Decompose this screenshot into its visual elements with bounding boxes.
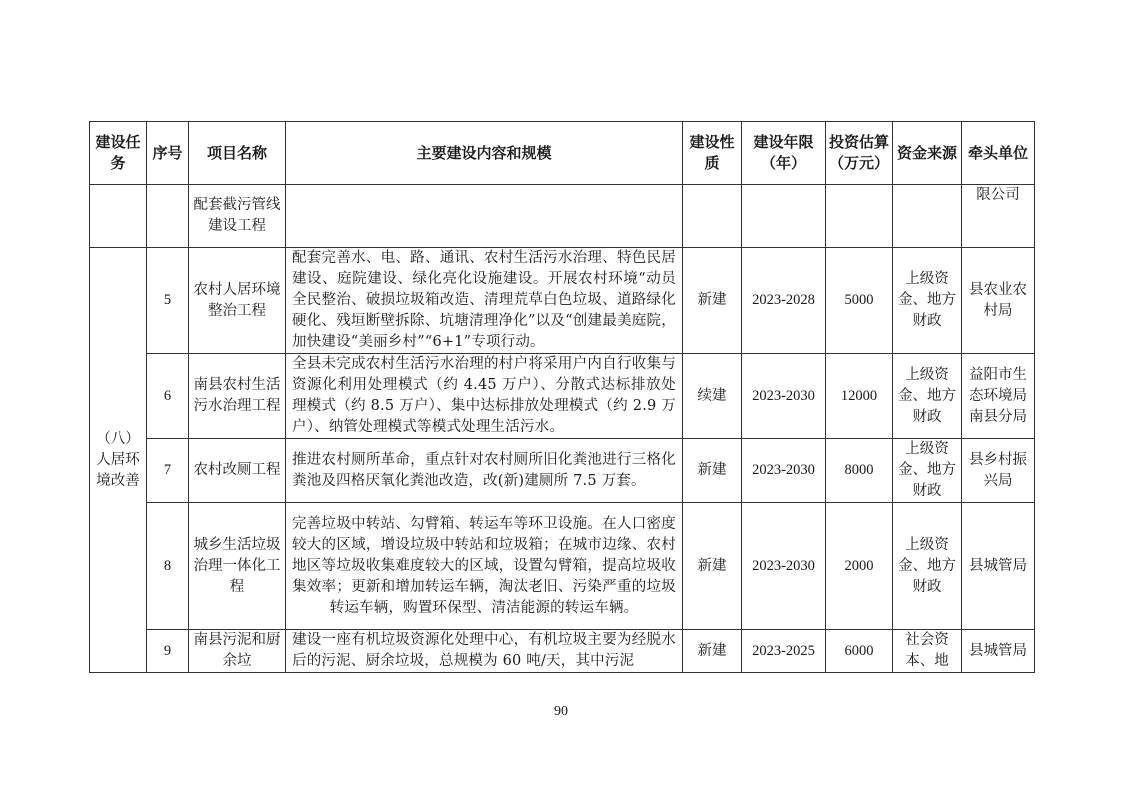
row-funding: 社会资本、地 — [893, 630, 962, 673]
continuation-task-cell — [90, 185, 147, 248]
row-years: 2023-2030 — [742, 439, 826, 503]
continuation-seq-cell — [147, 185, 189, 248]
row-seq: 7 — [147, 439, 189, 503]
row-investment: 2000 — [826, 503, 893, 630]
row-years: 2023-2030 — [742, 354, 826, 439]
row-investment: 12000 — [826, 354, 893, 439]
row-name: 南县农村生活污水治理工程 — [189, 354, 286, 439]
section-task: （八）人居环境改善 — [90, 248, 147, 673]
row-content: 完善垃圾中转站、勾臂箱、转运车等环卫设施。在人口密度较大的区域，增设垃圾中转站和垃圾箱；在城市边缘、农村地区等垃圾收集难度较大的区域，设置勾臂箱，提高垃圾收集效率；更新和增加转运车辆，淘汰老旧、污染严重的垃圾转运车辆，购置环保型、清洁能源的转运车辆。 — [286, 503, 683, 630]
table-row — [90, 503, 1035, 630]
row-lead: 县乡村振兴局 — [962, 439, 1035, 503]
header-lead: 牵头单位 — [962, 122, 1035, 185]
continuation-years-cell — [742, 185, 826, 248]
row-funding: 上级资金、地方财政 — [893, 354, 962, 439]
row-seq: 5 — [147, 248, 189, 354]
row-lead: 县城管局 — [962, 630, 1035, 673]
header-name: 项目名称 — [189, 122, 286, 185]
row-years: 2023-2030 — [742, 503, 826, 630]
row-investment: 5000 — [826, 248, 893, 354]
header-task: 建设任务 — [90, 122, 147, 185]
header-nature: 建设性质 — [683, 122, 742, 185]
row-name: 农村人居环境整治工程 — [189, 248, 286, 354]
row-funding: 上级资金、地方财政 — [893, 439, 962, 503]
table-row — [90, 630, 1035, 673]
row-content: 推进农村厕所革命，重点针对农村厕所旧化粪池进行三格化粪池及四格厌氧化粪池改造，改(新)建厕所 7.5 万套。 — [286, 439, 683, 503]
table-row — [90, 439, 1035, 503]
row-lead: 益阳市生态环境局南县分局 — [962, 354, 1035, 439]
row-years: 2023-2025 — [742, 630, 826, 673]
header-funding: 资金来源 — [893, 122, 962, 185]
row-nature: 新建 — [683, 248, 742, 354]
continuation-investment-cell — [826, 185, 893, 248]
row-nature: 续建 — [683, 354, 742, 439]
row-name: 城乡生活垃圾治理一体化工程 — [189, 503, 286, 630]
page-number: 90 — [554, 704, 568, 719]
row-seq: 6 — [147, 354, 189, 439]
row-content: 建设一座有机垃圾资源化处理中心，有机垃圾主要为经脱水后的污泥、厨余垃圾，总规模为 60 吨/天，其中污泥 — [286, 630, 683, 673]
row-nature: 新建 — [683, 503, 742, 630]
continuation-funding-cell — [893, 185, 962, 248]
table-row — [90, 248, 1035, 354]
header-row — [90, 122, 1035, 185]
row-seq: 8 — [147, 503, 189, 630]
continuation-lead: 限公司 — [962, 185, 1035, 248]
header-years: 建设年限（年） — [742, 122, 826, 185]
continuation-row — [90, 185, 1035, 248]
row-investment: 6000 — [826, 630, 893, 673]
row-nature: 新建 — [683, 439, 742, 503]
row-seq: 9 — [147, 630, 189, 673]
continuation-content-cell — [286, 185, 683, 248]
header-content: 主要建设内容和规模 — [286, 122, 683, 185]
row-name: 农村改厕工程 — [189, 439, 286, 503]
row-years: 2023-2028 — [742, 248, 826, 354]
row-content: 全县未完成农村生活污水治理的村户将采用户内自行收集与资源化利用处理模式（约 4.45 万户）、分散式达标排放处理模式（约 8.5 万户）、集中达标排放处理模式（约 2.9 万户）、纳管处理模式等模式处理生活污水。 — [286, 354, 683, 439]
project-table — [89, 121, 1035, 673]
continuation-nature-cell — [683, 185, 742, 248]
row-content: 配套完善水、电、路、通讯、农村生活污水治理、特色民居建设、庭院建设、绿化亮化设施建设。开展农村环境“动员全民整治、破损垃圾箱改造、清理荒草白色垃圾、道路绿化硬化、残垣断壁拆除、坑塘清理净化”以及“创建最美庭院，加快建设“美丽乡村”“6+1”专项行动。 — [286, 248, 683, 354]
row-funding: 上级资金、地方财政 — [893, 248, 962, 354]
row-lead: 县城管局 — [962, 503, 1035, 630]
row-funding: 上级资金、地方财政 — [893, 503, 962, 630]
header-seq: 序号 — [147, 122, 189, 185]
continuation-name: 配套截污管线建设工程 — [189, 185, 286, 248]
row-lead: 县农业农村局 — [962, 248, 1035, 354]
header-investment: 投资估算（万元） — [826, 122, 893, 185]
row-nature: 新建 — [683, 630, 742, 673]
row-investment: 8000 — [826, 439, 893, 503]
table-row — [90, 354, 1035, 439]
row-name: 南县污泥和厨余垃 — [189, 630, 286, 673]
